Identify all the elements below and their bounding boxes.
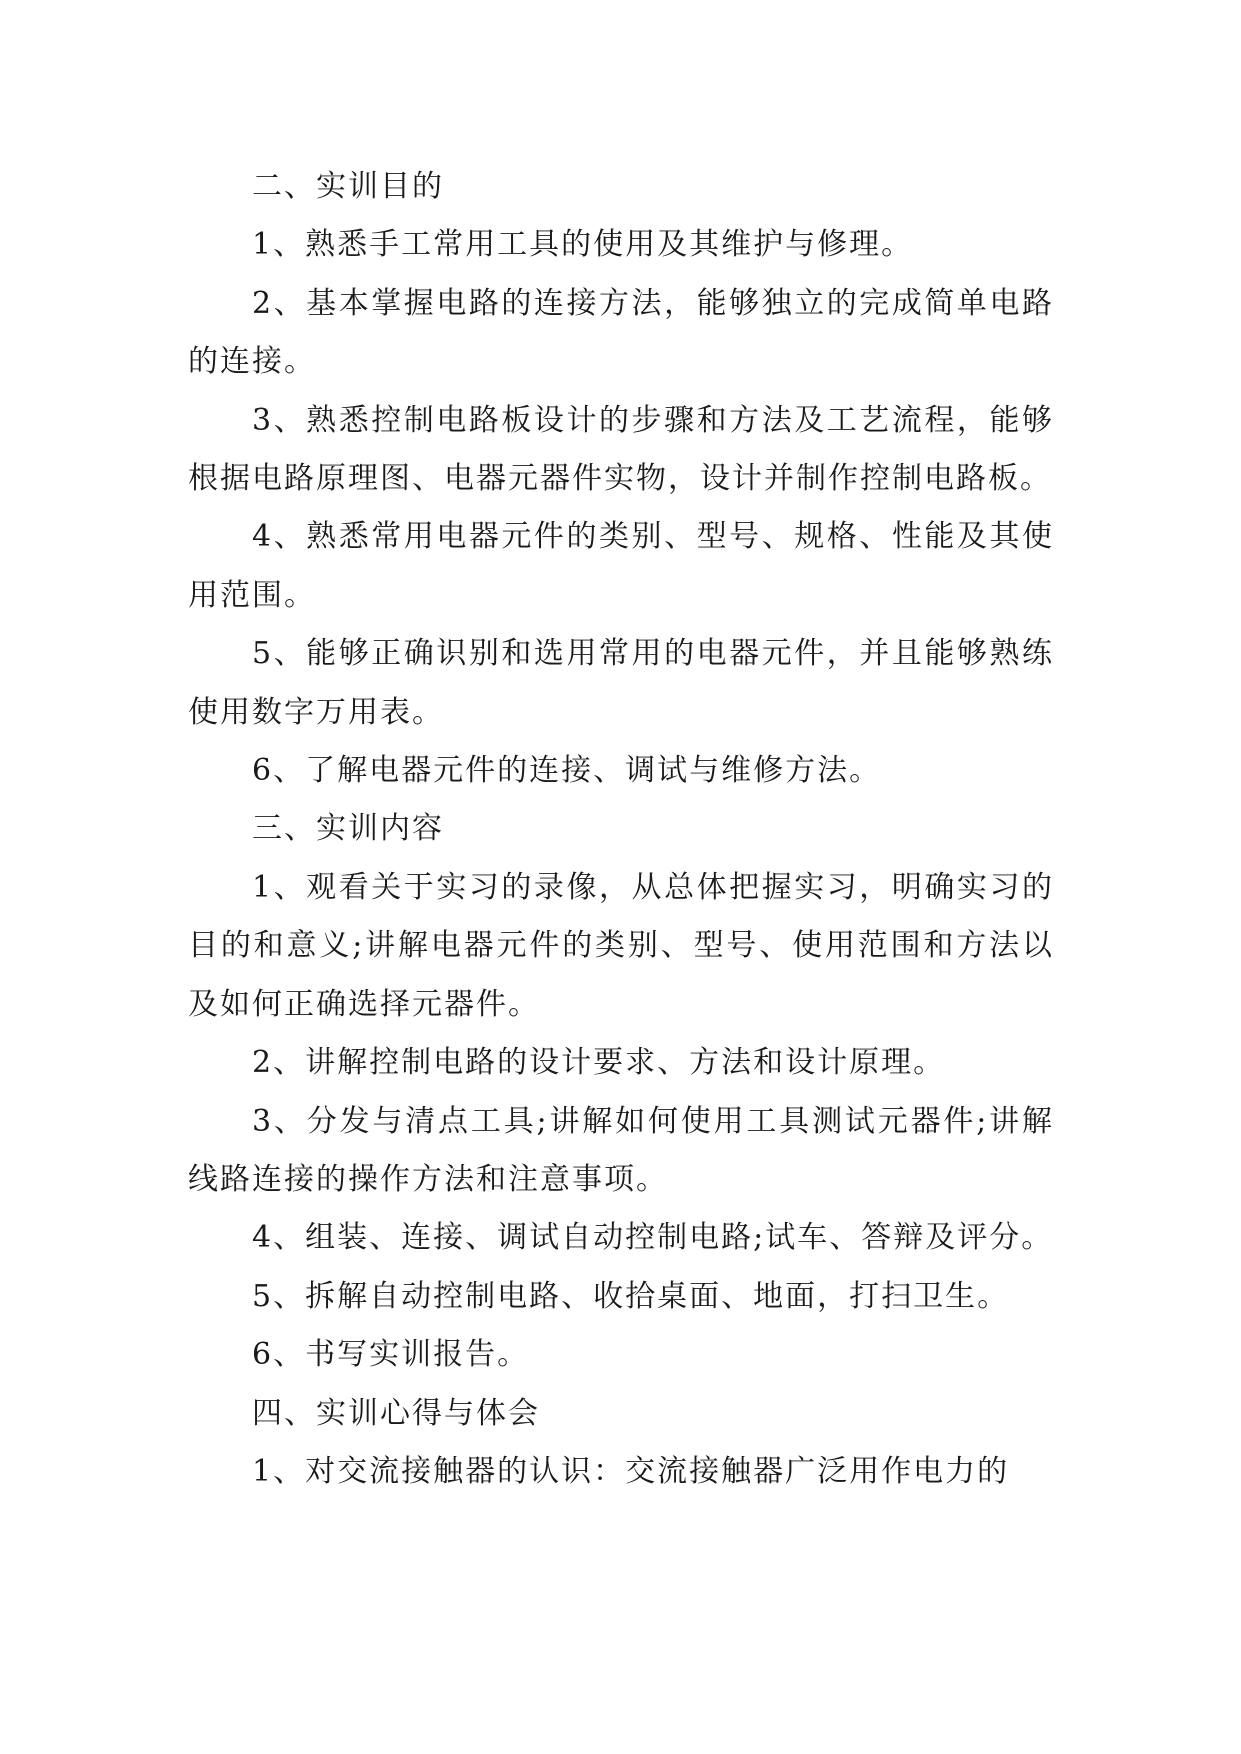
reflection-item-1: 1、对交流接触器的认识：交流接触器广泛用作电力的: [252, 1453, 1010, 1489]
content-item-3: 3、分发与清点工具;讲解如何使用工具测试元器件;讲解线路连接的操作方法和注意事项。: [188, 1103, 1054, 1197]
objective-item-5: 5、能够正确识别和选用常用的电器元件，并且能够熟练使用数字万用表。: [188, 636, 1054, 730]
document-body: [188, 158, 1054, 1501]
objective-item-3: 3、熟悉控制电路板设计的步骤和方法及工艺流程，能够根据电路原理图、电器元器件实物，设计并制作控制电路板。: [188, 402, 1054, 497]
objective-item-2: 2、基本掌握电路的连接方法，能够独立的完成简单电路的连接。: [188, 285, 1054, 380]
content-item-4: 4、组装、连接、调试自动控制电路;试车、答辩及评分。: [252, 1220, 1054, 1256]
section-heading-objectives: 二、实训目的: [252, 169, 444, 204]
section-heading-reflections: 四、实训心得与体会: [252, 1395, 540, 1431]
section-heading-content: 三、实训内容: [252, 811, 444, 847]
objective-item-4: 4、熟悉常用电器元件的类别、型号、规格、性能及其使用范围。: [188, 519, 1054, 613]
content-item-6: 6、书写实训报告。: [252, 1337, 530, 1373]
objective-item-1: 1、熟悉手工常用工具的使用及其维护与修理。: [252, 227, 914, 263]
content-item-2: 2、讲解控制电路的设计要求、方法和设计原理。: [252, 1045, 946, 1081]
content-item-5: 5、拆解自动控制电路、收拾桌面、地面，打扫卫生。: [252, 1278, 1010, 1314]
content-item-1: 1、观看关于实习的录像，从总体把握实习，明确实习的目的和意义;讲解电器元件的类别、型号、使用范围和方法以及如何正确选择元器件。: [188, 869, 1054, 1022]
objective-item-6: 6、了解电器元件的连接、调试与维修方法。: [252, 753, 882, 789]
